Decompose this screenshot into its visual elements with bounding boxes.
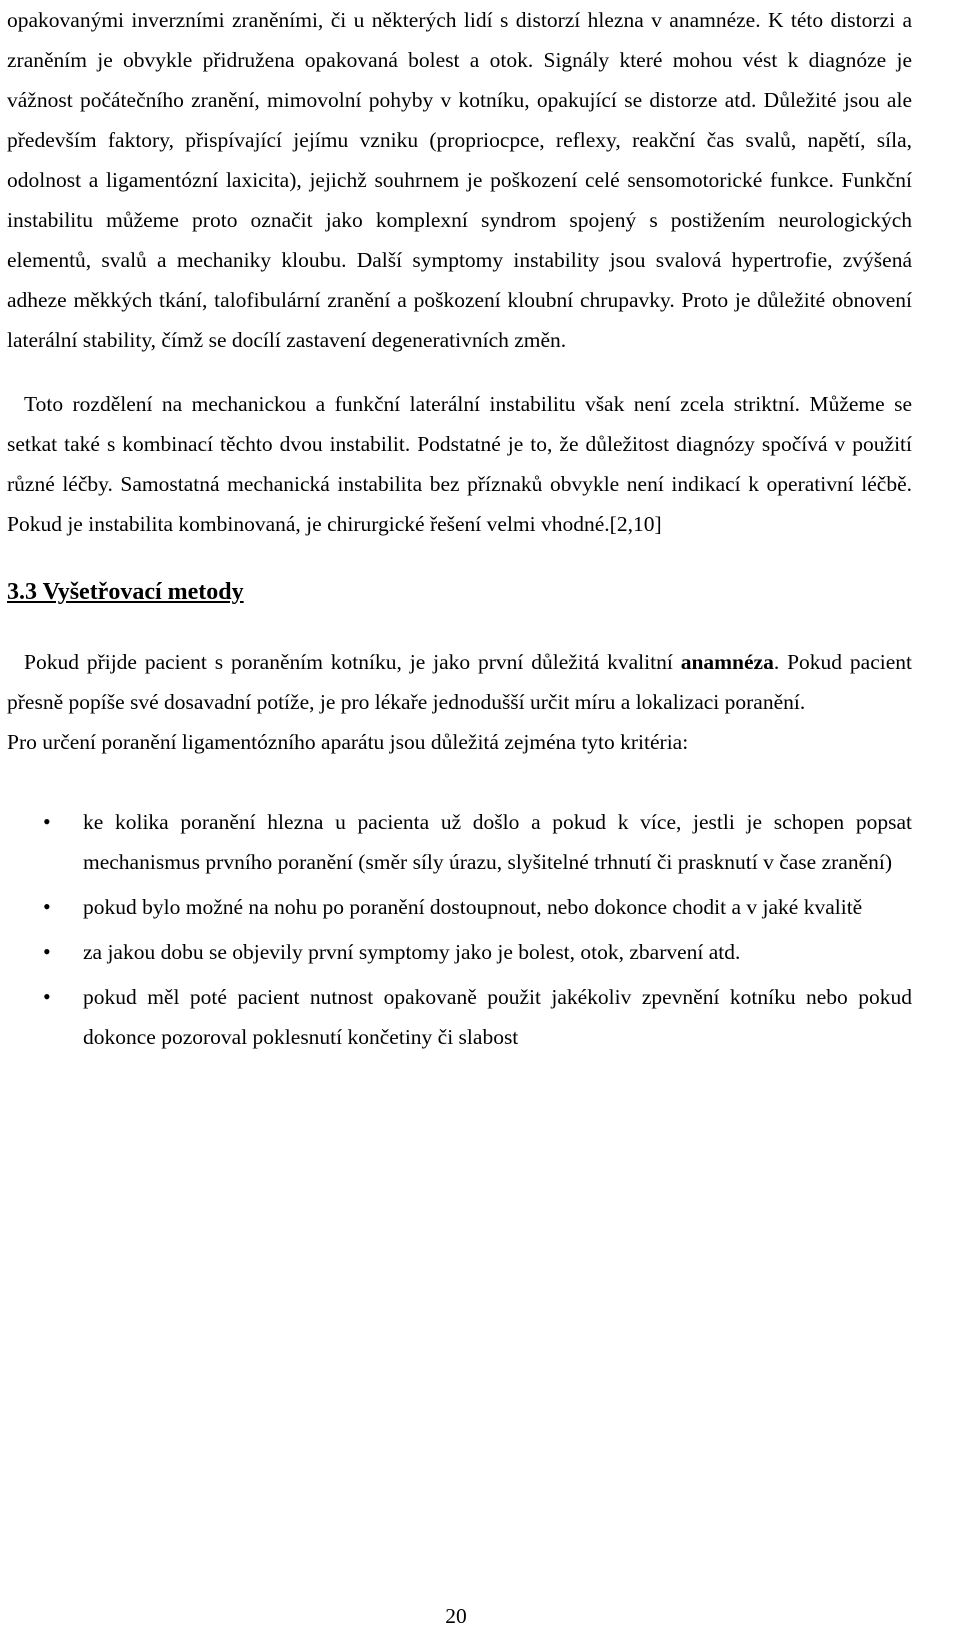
paragraph-anamnesis xyxy=(7,642,912,722)
anamnesis-bold-term: anamnéza xyxy=(680,650,774,674)
bullet-icon: • xyxy=(43,894,51,919)
list-item xyxy=(7,887,912,927)
bullet-icon: • xyxy=(43,939,51,964)
paragraph-functional-instability: opakovanými inverzními zraněními, či u některých lidí s distorzí hlezna v anamnéze. K této distorzi a zraněním je obvykle přidružena opakovaná bolest a otok. Signály které mohou vést k diagnóze je vážnost počátečního zranění, mimovolní pohyby v kotníku, opakující se distorze atd. Důležité jsou ale především faktory, přispívající jejímu vzniku (propriocpce, reflexy, reakční čas svalů, napětí, síla, odolnost a ligamentózní laxicita), jejichž souhrnem je poškození celé sensomotorické funkce. Funkční instabilitu můžeme proto označit jako komplexní syndrom spojený s postižením neurologických elementů, svalů a mechaniky kloubu. Další symptomy instability jsou svalová hypertrofie, zvýšená adheze měkkých tkání, talofibulární zranění a poškození kloubní chrupavky. Proto je důležité obnovení laterální stability, čímž se docílí zastavení degenerativních změn. xyxy=(7,8,912,352)
anamnesis-text-start: Pokud přijde pacient s poraněním kotníku, je jako první důležitá kvalitní xyxy=(24,650,681,674)
list-item xyxy=(7,932,912,972)
list-item-text: za jakou dobu se objevily první symptomy jako je bolest, otok, zbarvení atd. xyxy=(83,940,741,964)
paragraph-instability-division: Toto rozdělení na mechanickou a funkční laterální instabilitu však není zcela striktní. Můžeme se setkat také s kombinací těchto dvou instabilit. Podstatné je to, že důležitost diagnózy spočívá v použití různé léčby. Samostatná mechanická instabilita bez příznaků obvykle není indikací k operativní léčbě. Pokud je instabilita kombinovaná, je chirurgické řešení velmi vhodné.[2,10] xyxy=(7,392,912,536)
list-item xyxy=(7,977,912,1057)
anamnesis-text-end: . Pokud pacient přesně popíše své dosavadní potíže, je pro lékaře jednodušší určit míru a lokalizaci poranění. xyxy=(7,650,912,714)
list-item-text: pokud měl poté pacient nutnost opakovaně použit jakékoliv zpevnění kotníku nebo pokud dokonce pozoroval poklesnutí končetiny či slabost xyxy=(83,985,912,1049)
bullet-icon: • xyxy=(43,809,51,834)
paragraph-criteria-intro: Pro určení poranění ligamentózního aparátu jsou důležitá zejména tyto kritéria: xyxy=(7,730,689,754)
list-item-text: ke kolika poranění hlezna u pacienta už došlo a pokud k více, jestli je schopen popsat mechanismus prvního poranění (směr síly úrazu, slyšitelné trhnutí či prasknutí v čase zranění) xyxy=(83,810,912,874)
bullet-icon: • xyxy=(43,984,51,1009)
document-page xyxy=(7,0,912,1062)
page-number: 20 xyxy=(445,1604,467,1628)
section-heading: 3.3 Vyšetřovací metody xyxy=(7,579,244,605)
list-item xyxy=(7,802,912,882)
paragraph-spacer xyxy=(7,360,912,384)
criteria-list xyxy=(7,802,912,1057)
list-item-text: pokud bylo možné na nohu po poranění dostoupnout, nebo dokonce chodit a v jaké kvalitě xyxy=(83,895,863,919)
